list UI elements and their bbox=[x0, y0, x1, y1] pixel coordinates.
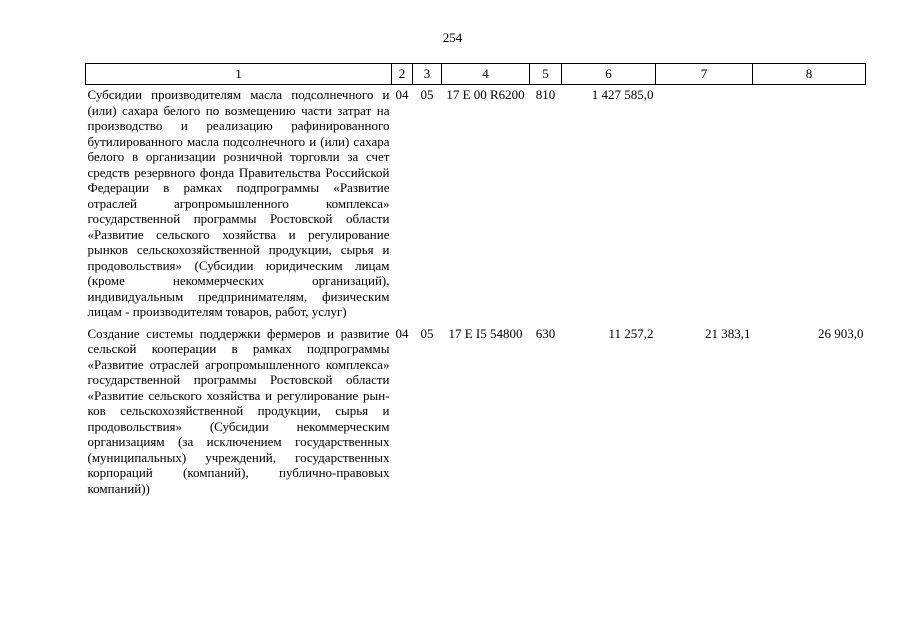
header-col-4: 4 bbox=[442, 64, 530, 85]
row-target-article: 17 E 00 R6200 bbox=[446, 87, 525, 102]
header-col-3: 3 bbox=[413, 64, 442, 85]
header-col-1: 1 bbox=[86, 64, 392, 85]
budget-table bbox=[85, 63, 866, 500]
header-col-7: 7 bbox=[656, 64, 753, 85]
row-amount-col7 bbox=[656, 85, 753, 324]
table-row bbox=[86, 85, 866, 324]
row-section-code: 04 bbox=[395, 325, 409, 341]
row-subsection-code: 05 bbox=[420, 87, 434, 102]
row-section-code: 04 bbox=[395, 87, 409, 102]
header-col-2: 2 bbox=[392, 64, 413, 85]
header-col-8: 8 bbox=[753, 64, 866, 85]
table-body bbox=[86, 85, 866, 501]
page-number: 254 bbox=[442, 30, 463, 45]
row-amount-col8: 26 903,0 bbox=[818, 325, 864, 341]
row-amount-col7: 21 383,1 bbox=[705, 325, 751, 341]
row-amount-col6: 11 257,2 bbox=[608, 325, 654, 341]
row-description: Субсидии производителям масла подсолнечного и (или) сахара белого по возмещению части затрат на производство и реализацию рафинированного бутилированного масла подсолнечного и (или) сахара белого в организации розничной торговли за счет средств резервного фонда Правительства Российской Федерации в рамках подпрограммы «Развитие отраслей агропромышленного комплекса» государственной программы Ростовской области «Развитие сельского хозяйства и регулирование рынков сельскохозяйственной продукции, сырья и продовольствия» (Субсидии юридическим лицам (кроме некоммерческих организаций), индивидуальным предпринимателям, физическим лицам - производителям товаров, работ, услуг) bbox=[87, 87, 390, 319]
header-col-6: 6 bbox=[562, 64, 656, 85]
row-subsection-code: 05 bbox=[420, 325, 434, 341]
row-expense-type: 630 bbox=[535, 325, 556, 341]
row-description: Создание системы поддержки фермеров и развитие сельской кооперации в рамках подпрограммы «Развитие отраслей агропромышленного комплекса» государственной программы Ростовской области «Развитие сельского хозяйства и регулирование рынков сельскохозяйственной продукции, сырья и продовольствия» (Субсидии некоммерческим организациям (за исключением государственных (муниципальных) учреждений, государственных корпораций (компаний), публично-правовых компаний)) bbox=[87, 325, 390, 496]
header-col-5: 5 bbox=[530, 64, 562, 85]
row-expense-type: 810 bbox=[535, 87, 556, 102]
row-amount-col8 bbox=[753, 85, 866, 324]
row-target-article: 17 E I5 54800 bbox=[448, 325, 523, 341]
table-row bbox=[86, 324, 866, 501]
header-row bbox=[86, 64, 866, 85]
table-header bbox=[86, 64, 866, 85]
row-amount-col6: 1 427 585,0 bbox=[591, 87, 654, 102]
